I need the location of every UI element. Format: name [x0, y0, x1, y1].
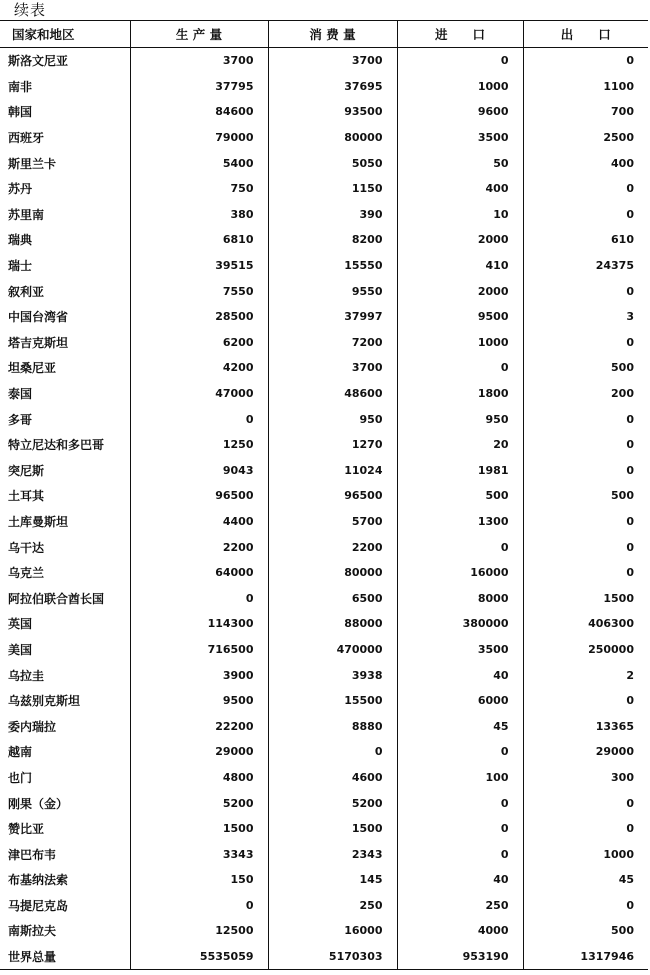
region-cell: 越南 [8, 745, 33, 760]
region-cell: 坦桑尼亚 [8, 361, 57, 376]
production-cell: 96500 [130, 483, 268, 509]
consumption-cell: 6500 [268, 585, 397, 611]
production-cell: 47000 [130, 381, 268, 407]
region-cell: 叙利亚 [8, 284, 45, 299]
consumption-cell: 16000 [268, 918, 397, 944]
export-cell: 0 [523, 330, 648, 356]
import-cell: 1000 [397, 74, 523, 100]
production-cell: 28500 [130, 304, 268, 330]
column-header-consumption: 消 费 量 [268, 21, 397, 48]
import-cell: 1981 [397, 458, 523, 484]
production-cell: 1250 [130, 432, 268, 458]
export-cell: 300 [523, 765, 648, 791]
region-cell: 南斯拉夫 [8, 924, 57, 939]
export-cell: 2 [523, 662, 648, 688]
table-row [0, 765, 648, 791]
region-cell: 英国 [8, 617, 33, 632]
region-cell: 马提尼克岛 [8, 898, 69, 913]
production-cell: 5200 [130, 790, 268, 816]
consumption-cell: 1500 [268, 816, 397, 842]
import-cell: 2000 [397, 278, 523, 304]
import-cell: 9500 [397, 304, 523, 330]
export-cell: 500 [523, 918, 648, 944]
table-body [0, 48, 648, 970]
import-cell: 410 [397, 253, 523, 279]
consumption-cell: 5050 [268, 150, 397, 176]
import-cell: 16000 [397, 560, 523, 586]
region-cell: 也门 [8, 770, 33, 785]
export-cell: 0 [523, 688, 648, 714]
consumption-cell: 96500 [268, 483, 397, 509]
export-cell: 2500 [523, 125, 648, 151]
region-cell: 特立尼达和多巴哥 [8, 438, 105, 453]
consumption-cell: 7200 [268, 330, 397, 356]
table-row [0, 176, 648, 202]
consumption-cell: 9550 [268, 278, 397, 304]
consumption-cell: 15550 [268, 253, 397, 279]
import-cell: 40 [397, 662, 523, 688]
export-cell: 700 [523, 99, 648, 125]
export-cell: 3 [523, 304, 648, 330]
export-cell: 1000 [523, 841, 648, 867]
export-cell: 0 [523, 176, 648, 202]
consumption-cell: 5700 [268, 509, 397, 535]
production-cell: 64000 [130, 560, 268, 586]
import-cell: 3500 [397, 637, 523, 663]
consumption-cell: 37997 [268, 304, 397, 330]
table-row [0, 918, 648, 944]
import-cell: 50 [397, 150, 523, 176]
table-row [0, 611, 648, 637]
table-row [0, 406, 648, 432]
export-cell: 406300 [523, 611, 648, 637]
table-row [0, 713, 648, 739]
export-cell: 610 [523, 227, 648, 253]
export-cell: 0 [523, 893, 648, 919]
consumption-cell: 3700 [268, 355, 397, 381]
table-header [0, 21, 648, 48]
region-cell: 中国台湾省 [8, 310, 69, 325]
production-cell: 6200 [130, 330, 268, 356]
import-cell: 2000 [397, 227, 523, 253]
export-cell: 500 [523, 483, 648, 509]
import-cell: 40 [397, 867, 523, 893]
production-cell: 750 [130, 176, 268, 202]
production-cell: 29000 [130, 739, 268, 765]
import-cell: 380000 [397, 611, 523, 637]
table-row [0, 893, 648, 919]
export-cell: 0 [523, 534, 648, 560]
consumption-cell: 11024 [268, 458, 397, 484]
consumption-cell: 3700 [268, 48, 397, 74]
table-row [0, 150, 648, 176]
table-row [0, 534, 648, 560]
table-row [0, 458, 648, 484]
export-cell: 29000 [523, 739, 648, 765]
import-cell: 1300 [397, 509, 523, 535]
region-cell: 阿拉伯联合酋长国 [8, 591, 105, 606]
import-cell: 1000 [397, 330, 523, 356]
region-cell: 刚果（金） [8, 796, 69, 811]
production-cell: 3700 [130, 48, 268, 74]
export-cell: 0 [523, 48, 648, 74]
table-row [0, 253, 648, 279]
consumption-cell: 1150 [268, 176, 397, 202]
import-cell: 6000 [397, 688, 523, 714]
region-cell: 斯洛文尼亚 [8, 54, 69, 69]
import-cell: 0 [397, 48, 523, 74]
consumption-cell: 145 [268, 867, 397, 893]
import-cell: 45 [397, 713, 523, 739]
import-cell: 100 [397, 765, 523, 791]
export-cell: 24375 [523, 253, 648, 279]
region-cell: 韩国 [8, 105, 33, 120]
export-cell: 0 [523, 278, 648, 304]
production-cell: 0 [130, 893, 268, 919]
column-header-region: 国家和地区 [0, 21, 130, 48]
table-row [0, 509, 648, 535]
import-cell: 0 [397, 534, 523, 560]
table-row [0, 330, 648, 356]
table-row [0, 202, 648, 228]
export-cell: 1100 [523, 74, 648, 100]
column-header-production: 生 产 量 [130, 21, 268, 48]
consumption-cell: 80000 [268, 125, 397, 151]
production-cell: 114300 [130, 611, 268, 637]
region-cell: 塔吉克斯坦 [8, 335, 69, 350]
import-cell: 953190 [397, 944, 523, 970]
import-cell: 20 [397, 432, 523, 458]
consumption-cell: 390 [268, 202, 397, 228]
production-cell: 150 [130, 867, 268, 893]
region-cell: 斯里兰卡 [8, 156, 57, 171]
export-cell: 1500 [523, 585, 648, 611]
import-cell: 9600 [397, 99, 523, 125]
region-cell: 苏里南 [8, 207, 45, 222]
table-row [0, 355, 648, 381]
region-cell: 津巴布韦 [8, 847, 57, 862]
import-cell: 0 [397, 790, 523, 816]
import-cell: 950 [397, 406, 523, 432]
export-cell: 1317946 [523, 944, 648, 970]
production-cell: 3900 [130, 662, 268, 688]
production-cell: 7550 [130, 278, 268, 304]
region-cell: 土库曼斯坦 [8, 514, 69, 529]
import-cell: 250 [397, 893, 523, 919]
export-cell: 13365 [523, 713, 648, 739]
import-cell: 0 [397, 816, 523, 842]
consumption-cell: 80000 [268, 560, 397, 586]
table-row [0, 99, 648, 125]
region-cell: 乌干达 [8, 540, 45, 555]
production-cell: 1500 [130, 816, 268, 842]
production-cell: 39515 [130, 253, 268, 279]
region-cell: 突尼斯 [8, 463, 45, 478]
export-cell: 0 [523, 560, 648, 586]
table-row [0, 790, 648, 816]
region-cell: 瑞士 [8, 259, 33, 274]
region-cell: 乌拉圭 [8, 668, 45, 683]
import-cell: 4000 [397, 918, 523, 944]
consumption-cell: 15500 [268, 688, 397, 714]
consumption-cell: 2200 [268, 534, 397, 560]
consumption-cell: 470000 [268, 637, 397, 663]
table-caption: 续表 [14, 1, 47, 19]
production-cell: 12500 [130, 918, 268, 944]
region-cell: 布基纳法索 [8, 873, 69, 888]
production-cell: 0 [130, 585, 268, 611]
export-cell: 0 [523, 406, 648, 432]
export-cell: 0 [523, 458, 648, 484]
production-cell: 6810 [130, 227, 268, 253]
production-cell: 5535059 [130, 944, 268, 970]
production-cell: 4200 [130, 355, 268, 381]
region-cell: 委内瑞拉 [8, 719, 57, 734]
export-cell: 500 [523, 355, 648, 381]
export-cell: 200 [523, 381, 648, 407]
import-cell: 0 [397, 355, 523, 381]
table-row [0, 227, 648, 253]
export-cell: 0 [523, 790, 648, 816]
table-row [0, 483, 648, 509]
table-row [0, 662, 648, 688]
export-cell: 0 [523, 816, 648, 842]
table-row [0, 432, 648, 458]
region-cell: 瑞典 [8, 233, 33, 248]
column-header-import: 进 口 [397, 21, 523, 48]
consumption-cell: 88000 [268, 611, 397, 637]
table-row [0, 278, 648, 304]
consumption-cell: 0 [268, 739, 397, 765]
data-table [0, 20, 648, 970]
table-row [0, 688, 648, 714]
production-cell: 9043 [130, 458, 268, 484]
table-row [0, 381, 648, 407]
production-cell: 0 [130, 406, 268, 432]
import-cell: 500 [397, 483, 523, 509]
table-row [0, 74, 648, 100]
table-row [0, 841, 648, 867]
region-cell: 多哥 [8, 412, 33, 427]
table-row [0, 585, 648, 611]
table-row [0, 944, 648, 970]
import-cell: 10 [397, 202, 523, 228]
import-cell: 400 [397, 176, 523, 202]
consumption-cell: 5200 [268, 790, 397, 816]
production-cell: 4800 [130, 765, 268, 791]
production-cell: 37795 [130, 74, 268, 100]
region-cell: 苏丹 [8, 182, 33, 197]
production-cell: 84600 [130, 99, 268, 125]
consumption-cell: 4600 [268, 765, 397, 791]
region-cell: 泰国 [8, 387, 33, 402]
production-cell: 3343 [130, 841, 268, 867]
consumption-cell: 93500 [268, 99, 397, 125]
production-cell: 4400 [130, 509, 268, 535]
production-cell: 9500 [130, 688, 268, 714]
export-cell: 0 [523, 509, 648, 535]
consumption-cell: 8200 [268, 227, 397, 253]
consumption-cell: 8880 [268, 713, 397, 739]
consumption-cell: 3938 [268, 662, 397, 688]
header-row [0, 21, 648, 48]
region-cell: 南非 [8, 79, 33, 94]
production-cell: 5400 [130, 150, 268, 176]
consumption-cell: 950 [268, 406, 397, 432]
consumption-cell: 1270 [268, 432, 397, 458]
production-cell: 2200 [130, 534, 268, 560]
table-row [0, 48, 648, 74]
export-cell: 45 [523, 867, 648, 893]
consumption-cell: 2343 [268, 841, 397, 867]
import-cell: 3500 [397, 125, 523, 151]
import-cell: 0 [397, 841, 523, 867]
column-header-export: 出 口 [523, 21, 648, 48]
production-cell: 22200 [130, 713, 268, 739]
consumption-cell: 48600 [268, 381, 397, 407]
export-cell: 400 [523, 150, 648, 176]
import-cell: 1800 [397, 381, 523, 407]
production-cell: 716500 [130, 637, 268, 663]
table-row [0, 125, 648, 151]
export-cell: 0 [523, 202, 648, 228]
export-cell: 0 [523, 432, 648, 458]
region-cell: 世界总量 [0, 944, 130, 970]
production-cell: 79000 [130, 125, 268, 151]
table-row [0, 739, 648, 765]
table-row [0, 816, 648, 842]
table-row [0, 867, 648, 893]
table-row [0, 637, 648, 663]
region-cell: 赞比亚 [8, 822, 45, 837]
region-cell: 土耳其 [8, 489, 45, 504]
production-cell: 380 [130, 202, 268, 228]
region-cell: 乌兹别克斯坦 [8, 694, 81, 709]
consumption-cell: 37695 [268, 74, 397, 100]
region-cell: 美国 [8, 642, 33, 657]
consumption-cell: 250 [268, 893, 397, 919]
consumption-cell: 5170303 [268, 944, 397, 970]
import-cell: 0 [397, 739, 523, 765]
export-cell: 250000 [523, 637, 648, 663]
table-row [0, 304, 648, 330]
import-cell: 8000 [397, 585, 523, 611]
region-cell: 西班牙 [8, 131, 45, 146]
region-cell: 乌克兰 [8, 566, 45, 581]
table-row [0, 560, 648, 586]
